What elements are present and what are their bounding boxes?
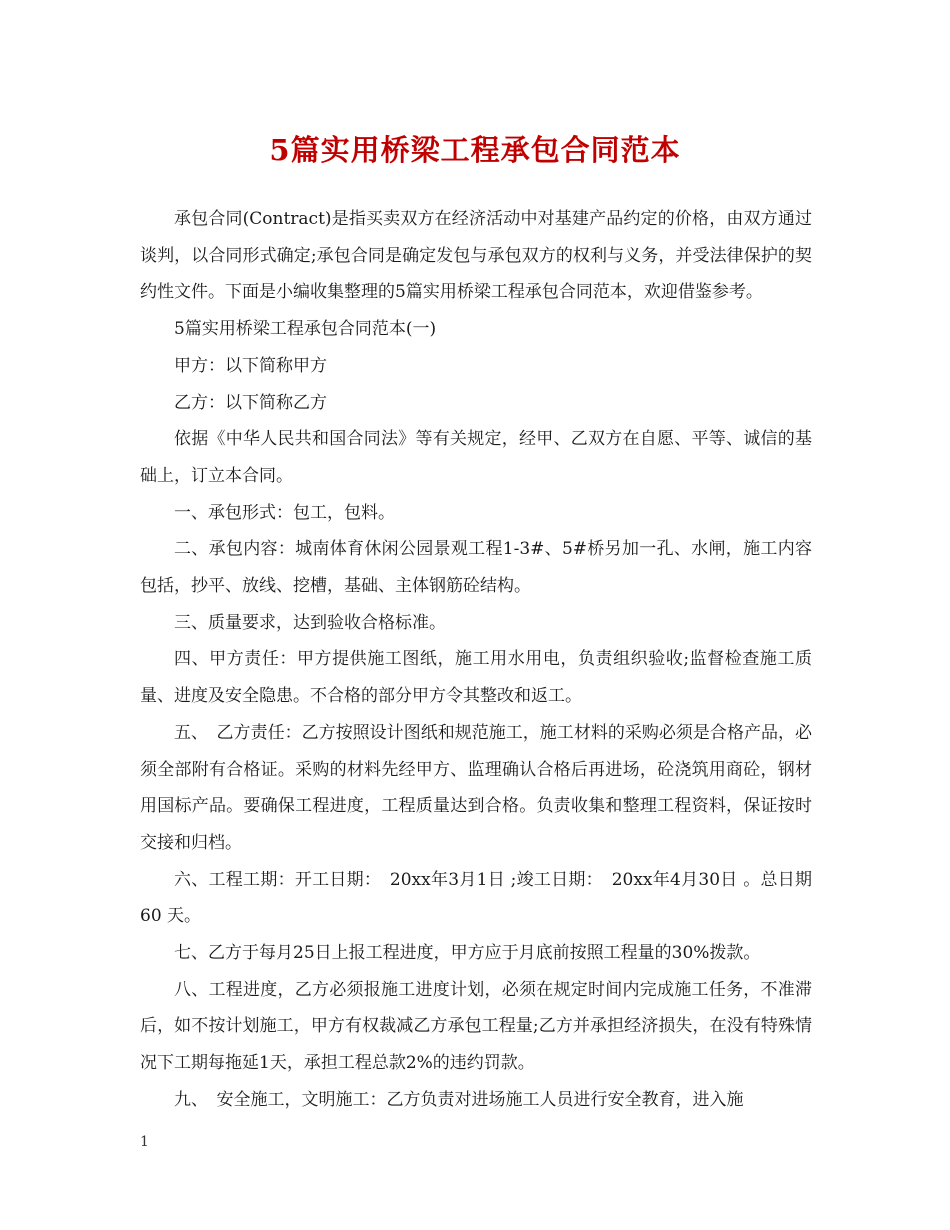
page-number: 1 — [140, 1134, 149, 1150]
paragraph-party-a: 甲方：以下简称甲方 — [174, 355, 327, 376]
paragraph-clause-2: 二、承包内容：城南体育休闲公园景观工程1-3#、5#桥另加一孔、水闸，施工内容包括，抄平、放线、挖槽，基础、主体钢筋砼结构。 — [140, 539, 812, 597]
paragraph-clause-7: 七、乙方于每月25日上报工程进度，甲方应于月底前按照工程量的30%拨款。 — [174, 943, 761, 964]
paragraph-clause-4: 四、甲方责任：甲方提供施工图纸，施工用水用电，负责组织验收;监督检查施工质量、进度及安全隐患。不合格的部分甲方令其整改和返工。 — [140, 649, 812, 707]
paragraph-clause-8: 八、工程进度，乙方必须报施工进度计划，必须在规定时间内完成施工任务，不准滞后，如不按计划施工，甲方有权裁减乙方承包工程量;乙方并承担经济损失，在没有特殊情况下工期每拖延1天，承担工程总款2%的违约罚款。 — [140, 979, 812, 1074]
paragraph-clause-3: 三、质量要求，达到验收合格标准。 — [174, 612, 446, 633]
paragraph-basis: 依据《中华人民共和国合同法》等有关规定，经甲、乙双方在自愿、平等、诚信的基础上，订立本合同。 — [140, 429, 812, 486]
paragraph-clause-5: 五、 乙方责任：乙方按照设计图纸和规范施工，施工材料的采购必须是合格产品，必须全部附有合格证。采购的材料先经甲方、监理确认合格后再进场，砼浇筑用商砼，钢材用国标产品。要确保工程进度，工程质量达到合格。负责收集和整理工程资料，保证按时交接和归档。 — [140, 722, 812, 853]
paragraph-contract-heading: 5篇实用桥梁工程承包合同范本(一) — [174, 319, 437, 340]
paragraph-clause-9: 九、 安全施工，文明施工：乙方负责对进场施工人员进行安全教育，进入施 — [174, 1089, 744, 1110]
paragraph-intro: 承包合同(Contract)是指买卖双方在经济活动中对基建产品约定的价格，由双方通过谈判，以合同形式确定;承包合同是确定发包与承包双方的权利与义务，并受法律保护的契约性文件。下面是小编收集整理的5篇实用桥梁工程承包合同范本，欢迎借鉴参考。 — [140, 209, 812, 303]
paragraph-party-b: 乙方：以下简称乙方 — [174, 392, 327, 413]
document-title: 5篇实用桥梁工程承包合同范本 — [269, 133, 681, 167]
document-body — [140, 201, 812, 1119]
paragraph-clause-1: 一、承包形式：包工，包料。 — [174, 502, 395, 523]
paragraph-clause-6: 六、工程工期：开工日期： 20xx年3月1日 ;竣工日期： 20xx年4月30日 。总日期 60 天。 — [140, 869, 812, 927]
